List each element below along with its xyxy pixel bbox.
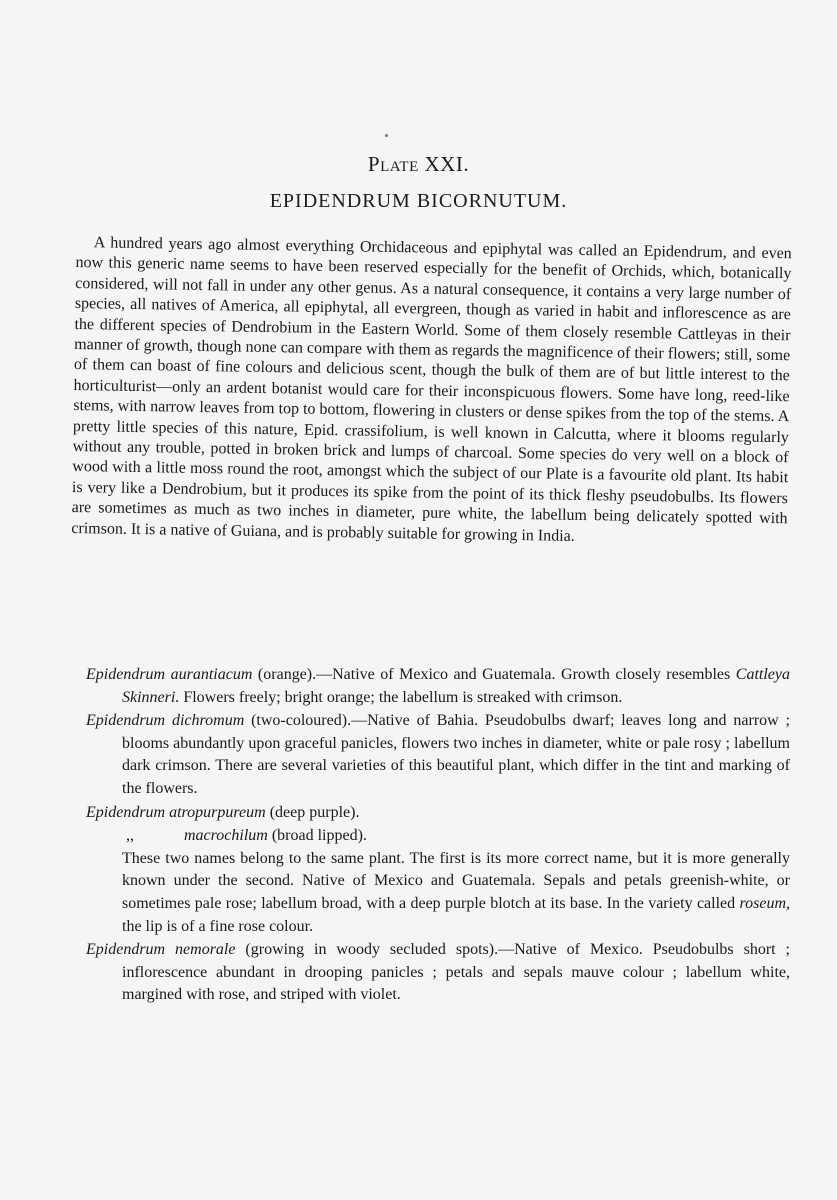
species-description-continued: Flowers freely; bright orange; the labellum is streaked with crimson. — [179, 688, 623, 706]
species-description: (broad lipped). — [267, 827, 367, 845]
species-name: Epidendrum atropurpureum — [86, 803, 266, 821]
species-description: (deep purple). — [265, 803, 360, 821]
ink-speck — [385, 134, 388, 137]
species-description: (growing in woody secluded spots).—Native of Mexico. Pseudobulbs short ; inflorescence abundant in drooping panicles ; petals and sepals mauve colour ; labellum white, margined with rose, and striped with violet. — [122, 941, 790, 1004]
variety-name: roseum, — [739, 894, 790, 912]
ditto-mark: ,, — [126, 827, 134, 845]
species-entry-nemorale — [86, 939, 790, 1007]
plate-title: Plate XXI. — [367, 152, 470, 176]
species-name: Epidendrum nemorale — [86, 941, 236, 959]
species-entry-aurantiacum — [86, 664, 790, 709]
note-text-continued: the lip is of a fine rose colour. — [122, 917, 314, 935]
species-name: Epidendrum aurantiacum — [86, 666, 253, 683]
species-description: (two-coloured).—Native of Bahia. Pseudobulbs dwarf; leaves long and narrow ; blooms abundantly upon graceful panicles, flowers two inches in diameter, white or pale rosy ; labellum dark crimson. There are several varieties of this beautiful plant, which differ in the tint and marking of the flowers. — [122, 712, 790, 797]
species-reference: Cattleya Skinneri. — [122, 666, 790, 706]
plant-name-heading: EPIDENDRUM BICORNUTUM. — [269, 190, 568, 212]
species-entry-macrochilum — [86, 825, 790, 848]
species-entry-dichromum — [86, 710, 790, 800]
species-list — [86, 664, 790, 1008]
species-name: macrochilum — [184, 827, 268, 845]
species-name: Epidendrum dichromum — [86, 712, 245, 730]
species-description: (orange).—Native of Mexico and Guatemala. Growth closely resembles — [252, 666, 736, 683]
intro-paragraph: A hundred years ago almost everything Orchidaceous and epiphytal was called an Epidendrum, and even now this generic name seems to have been reserved especially for the benefit of Orchids, which, botanically considered, will not fall in under any other genus. As a natural consequence, it contains a very large number of species, all natives of America, all epiphytal, all evergreen, though as varied in habit and inflorescence as are the different species of Dendrobium in the Eastern World. Some of them closely resemble Cattleyas in their manner of growth, though none can compare with them as regards the magnificence of their flowers; still, some of them can boast of fine colours and delicious scent, though the bulk of them are of but little interest to the horticulturist—only an ardent botanist would care for their inconspicuous flowers. Some have long, reed-like stems, with narrow leaves from top to bottom, flowering in clusters or dense spikes from the top of the stems. A pretty little species of this nature, Epid. crassifolium, is well known in Calcutta, where it blooms regularly without any trouble, potted in broken brick and lumps of charcoal. Some species do very well on a block of wood with a little moss round the root, amongst which the subject of our Plate is a favourite old plant. Its habit is very like a Dendrobium, but it produces its spike from the point of its thick fleshy pseudobulbs. Its flowers are sometimes as much as two inches in diameter, pure white, the labellum being delicately spotted with crimson. It is a native of Guiana, and is probably suitable for growing in India. — [71, 234, 792, 545]
species-entry-atropurpureum — [86, 802, 790, 825]
note-text: These two names belong to the same plant. The first is its more correct name, but it is more generally known under the second. Native of Mexico and Guatemala. Sepals and petals greenish-white, or sometimes pale rose; labellum broad, with a deep purple blotch at its base. In the variety called — [122, 849, 790, 912]
species-note-atropurpureum — [86, 848, 790, 938]
